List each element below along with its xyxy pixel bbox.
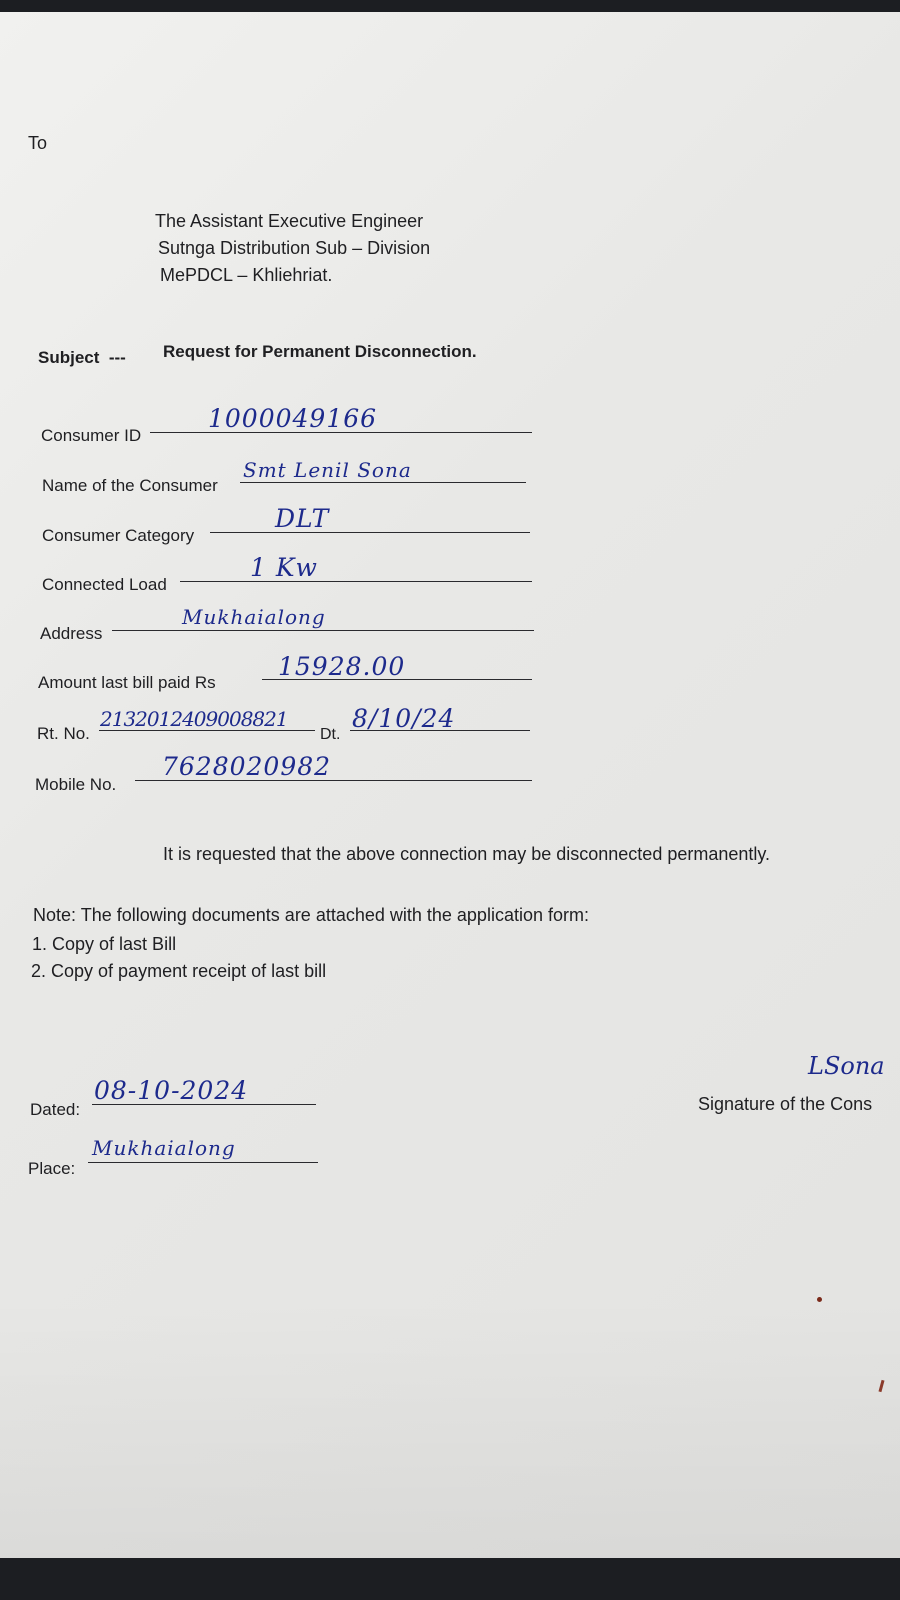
receipt-date-value: 8/10/24 (352, 704, 456, 733)
mobile-label: Mobile No. (35, 775, 117, 794)
amount-value: 15928.00 (278, 652, 406, 681)
place-label: Place: (28, 1159, 76, 1178)
addressee-line-2: Sutnga Distribution Sub – Division (158, 238, 431, 258)
receipt-value: 2132012409008821 (100, 707, 288, 731)
consumer-name-line (240, 482, 526, 483)
ink-speck (878, 1380, 884, 1392)
amount-label: Amount last bill paid Rs (38, 673, 216, 692)
request-text: It is requested that the above connection may be disconnected permanently. (163, 844, 771, 864)
addressee-line-1: The Assistant Executive Engineer (155, 211, 424, 231)
signature-label: Signature of the Cons (698, 1094, 873, 1114)
to-label: To (28, 133, 48, 153)
dated-value: 08-10-2024 (94, 1076, 249, 1105)
place-line (88, 1162, 318, 1163)
addressee-line-3: MePDCL – Khliehriat. (160, 265, 333, 285)
consumer-name-value: Smt Lenil Sona (243, 458, 412, 482)
consumer-category-label: Consumer Category (42, 526, 195, 545)
signature-mark: LSona (808, 1052, 885, 1080)
connected-load-line (180, 581, 532, 582)
dated-label: Dated: (30, 1100, 81, 1119)
connected-load-label: Connected Load (42, 575, 167, 594)
address-value: Mukhaialong (182, 605, 326, 629)
attachment-item-2: 2. Copy of payment receipt of last bill (31, 961, 327, 981)
subject-label: Subject --- (38, 348, 126, 367)
subject-text: Request for Permanent Disconnection. (163, 342, 477, 361)
receipt-label: Rt. No. (37, 724, 90, 743)
mobile-value: 7628020982 (162, 752, 332, 781)
ink-speck (817, 1297, 822, 1302)
consumer-category-value: DLT (275, 504, 330, 533)
place-value: Mukhaialong (92, 1136, 236, 1160)
address-line (112, 630, 534, 631)
consumer-name-label: Name of the Consumer (42, 476, 218, 495)
consumer-category-line (210, 532, 530, 533)
address-label: Address (40, 624, 103, 643)
form-paper (0, 12, 900, 1558)
attachment-item-1: 1. Copy of last Bill (32, 934, 177, 954)
note-text: Note: The following documents are attached with the application form: (33, 905, 589, 925)
consumer-id-value: 1000049166 (208, 404, 378, 433)
connected-load-value: 1 Kw (250, 553, 318, 582)
consumer-id-label: Consumer ID (41, 426, 142, 445)
receipt-date-label: Dt. (320, 726, 341, 743)
